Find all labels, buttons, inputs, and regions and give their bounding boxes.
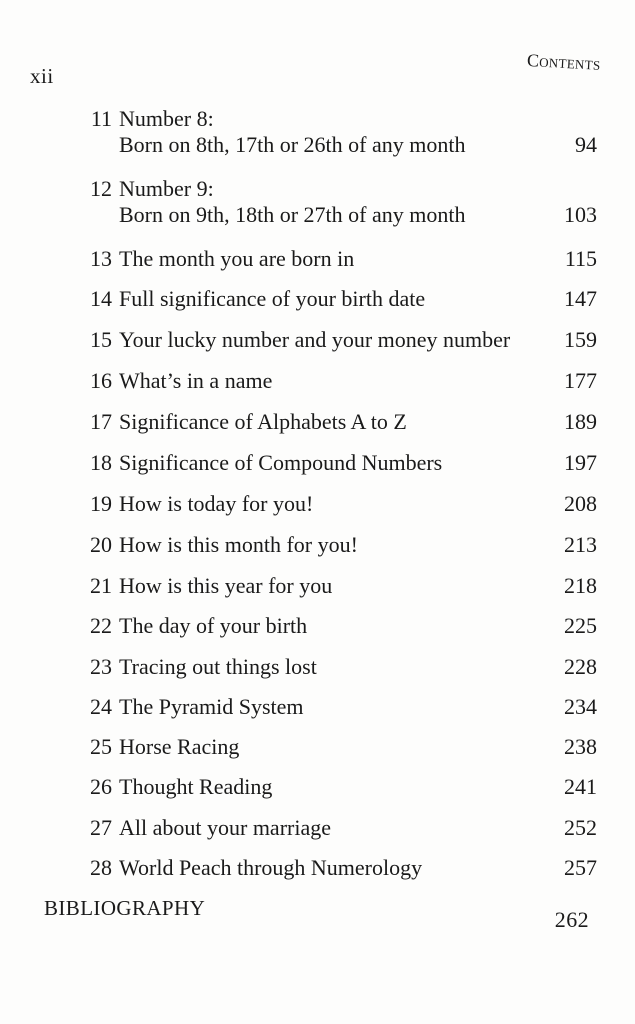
chapter-title: Thought Reading	[119, 774, 273, 799]
chapter-title: How is this year for you	[119, 573, 333, 598]
chapter-subtitle: Born on 8th, 17th or 26th of any month	[119, 132, 466, 157]
chapter-page: 218	[564, 573, 597, 598]
chapter-number: 13	[90, 246, 112, 271]
bibliography-label: BIBLIOGRAPHY	[44, 896, 206, 920]
chapter-page: 159	[564, 327, 597, 352]
chapter-page: 238	[564, 734, 597, 759]
chapter-number: 11	[90, 106, 112, 131]
chapter-title: How is today for you!	[119, 491, 314, 516]
chapter-title: What’s in a name	[119, 368, 273, 393]
chapter-number: 24	[90, 694, 112, 719]
chapter-subtitle: Born on 9th, 18th or 27th of any month	[119, 202, 466, 227]
chapter-number: 18	[90, 450, 112, 475]
chapter-title: Tracing out things lost	[119, 654, 317, 679]
chapter-page: 234	[564, 694, 597, 719]
chapter-title: Significance of Alphabets A to Z	[119, 409, 407, 434]
chapter-page: 252	[564, 815, 597, 840]
chapter-page: 208	[564, 491, 597, 516]
chapter-title: The month you are born in	[119, 246, 355, 271]
chapter-number: 19	[90, 491, 112, 516]
page-folio: xii	[30, 64, 54, 88]
chapter-page: 228	[564, 654, 597, 679]
chapter-number: 16	[90, 368, 112, 393]
chapter-title	[119, 176, 465, 228]
chapter-page: 147	[564, 286, 597, 311]
chapter-title: The day of your birth	[119, 613, 308, 638]
chapter-title-line: Number 8:	[119, 106, 214, 131]
chapter-title-line: Number 9:	[119, 176, 214, 201]
chapter-title: All about your marriage	[119, 815, 331, 840]
bibliography-entry	[44, 895, 635, 932]
chapter-number: 15	[90, 327, 112, 352]
chapter-page: 225	[564, 613, 597, 638]
chapter-page: 189	[564, 409, 597, 434]
chapter-page: 213	[564, 532, 597, 557]
chapter-title: Your lucky number and your money number	[119, 327, 511, 352]
chapter-page: 197	[564, 450, 597, 475]
chapter-title: How is this month for you!	[119, 532, 358, 557]
chapter-page: 257	[564, 855, 597, 880]
chapter-page: 103	[564, 202, 597, 227]
chapter-title: World Peach through Numerology	[119, 855, 423, 880]
chapter-number: 14	[90, 286, 112, 311]
chapter-number: 12	[90, 176, 112, 201]
chapter-title: Full significance of your birth date	[119, 286, 426, 311]
chapter-number: 21	[90, 573, 112, 598]
chapter-number: 20	[90, 532, 112, 557]
chapter-number: 27	[90, 815, 112, 840]
chapter-page: 177	[564, 368, 597, 393]
bibliography-page: 262	[554, 907, 589, 932]
chapter-title: Horse Racing	[119, 734, 240, 759]
chapter-page: 94	[575, 132, 597, 157]
chapter-title: The Pyramid System	[119, 694, 304, 719]
chapter-page: 241	[564, 774, 597, 799]
chapter-number: 23	[90, 654, 112, 679]
chapter-title: Significance of Compound Numbers	[119, 450, 443, 475]
chapter-title	[119, 106, 465, 158]
chapter-number: 26	[90, 774, 112, 799]
chapter-number: 28	[90, 855, 112, 880]
running-head: Contents	[526, 50, 602, 74]
chapter-number: 25	[90, 734, 112, 759]
chapter-number: 17	[90, 409, 112, 434]
chapter-page: 115	[564, 246, 597, 271]
chapter-number: 22	[90, 613, 112, 638]
